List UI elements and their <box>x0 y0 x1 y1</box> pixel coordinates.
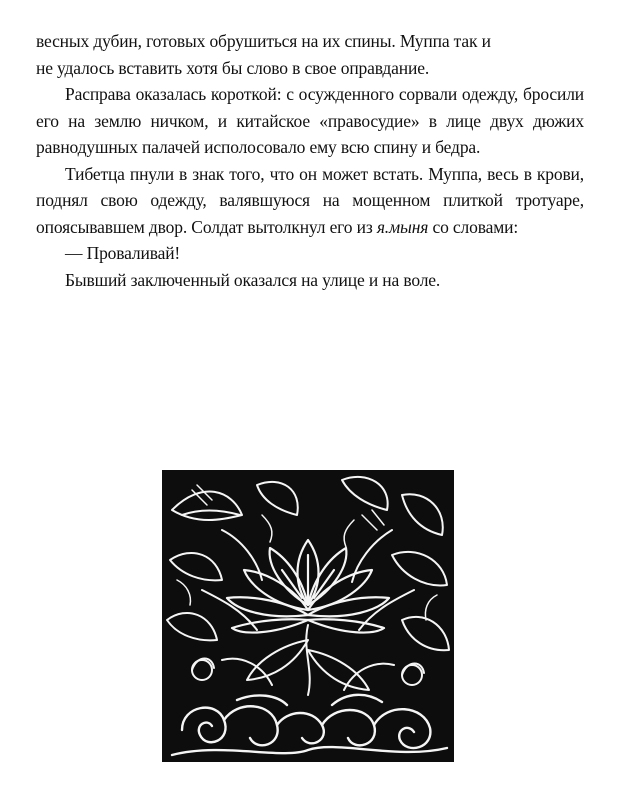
paragraph-continued <box>36 28 584 81</box>
lotus-stem <box>222 625 394 695</box>
body-text <box>36 28 584 293</box>
paragraph-line: весных дубин, готовых обрушиться на их спины. Муппа так и <box>36 31 491 51</box>
paragraph-text: Тибетца пнули в знак того, что он может встать. Муппа, весь в крови, поднял свою одежду, валявшуюся на мощенном плиткой тротуаре, опоясывавшем двор. Солдат вытолкнул его из <box>36 163 584 237</box>
cloud-scrolls <box>172 695 447 755</box>
paragraph <box>36 161 584 241</box>
italic-term: я.мыня <box>376 216 429 237</box>
paragraph-text: со словами: <box>428 216 519 237</box>
lotus-ornament-image <box>162 470 454 762</box>
dialogue-line: — Проваливай! <box>65 243 181 263</box>
paragraph-line: не удалось вставить хотя бы слово в свое оправдание. <box>36 57 430 78</box>
paragraph: Бывший заключенный оказался на улице и на воле. <box>65 269 441 290</box>
paragraph: Расправа оказалась короткой: с осужденного сорвали одежду, бросили его на землю ничком, и китайское «правосудие» в лице двух дюжих равнодушных палачей исполосовало ему всю спину и бедра. <box>36 84 584 157</box>
lotus-ornament-svg <box>162 470 454 762</box>
